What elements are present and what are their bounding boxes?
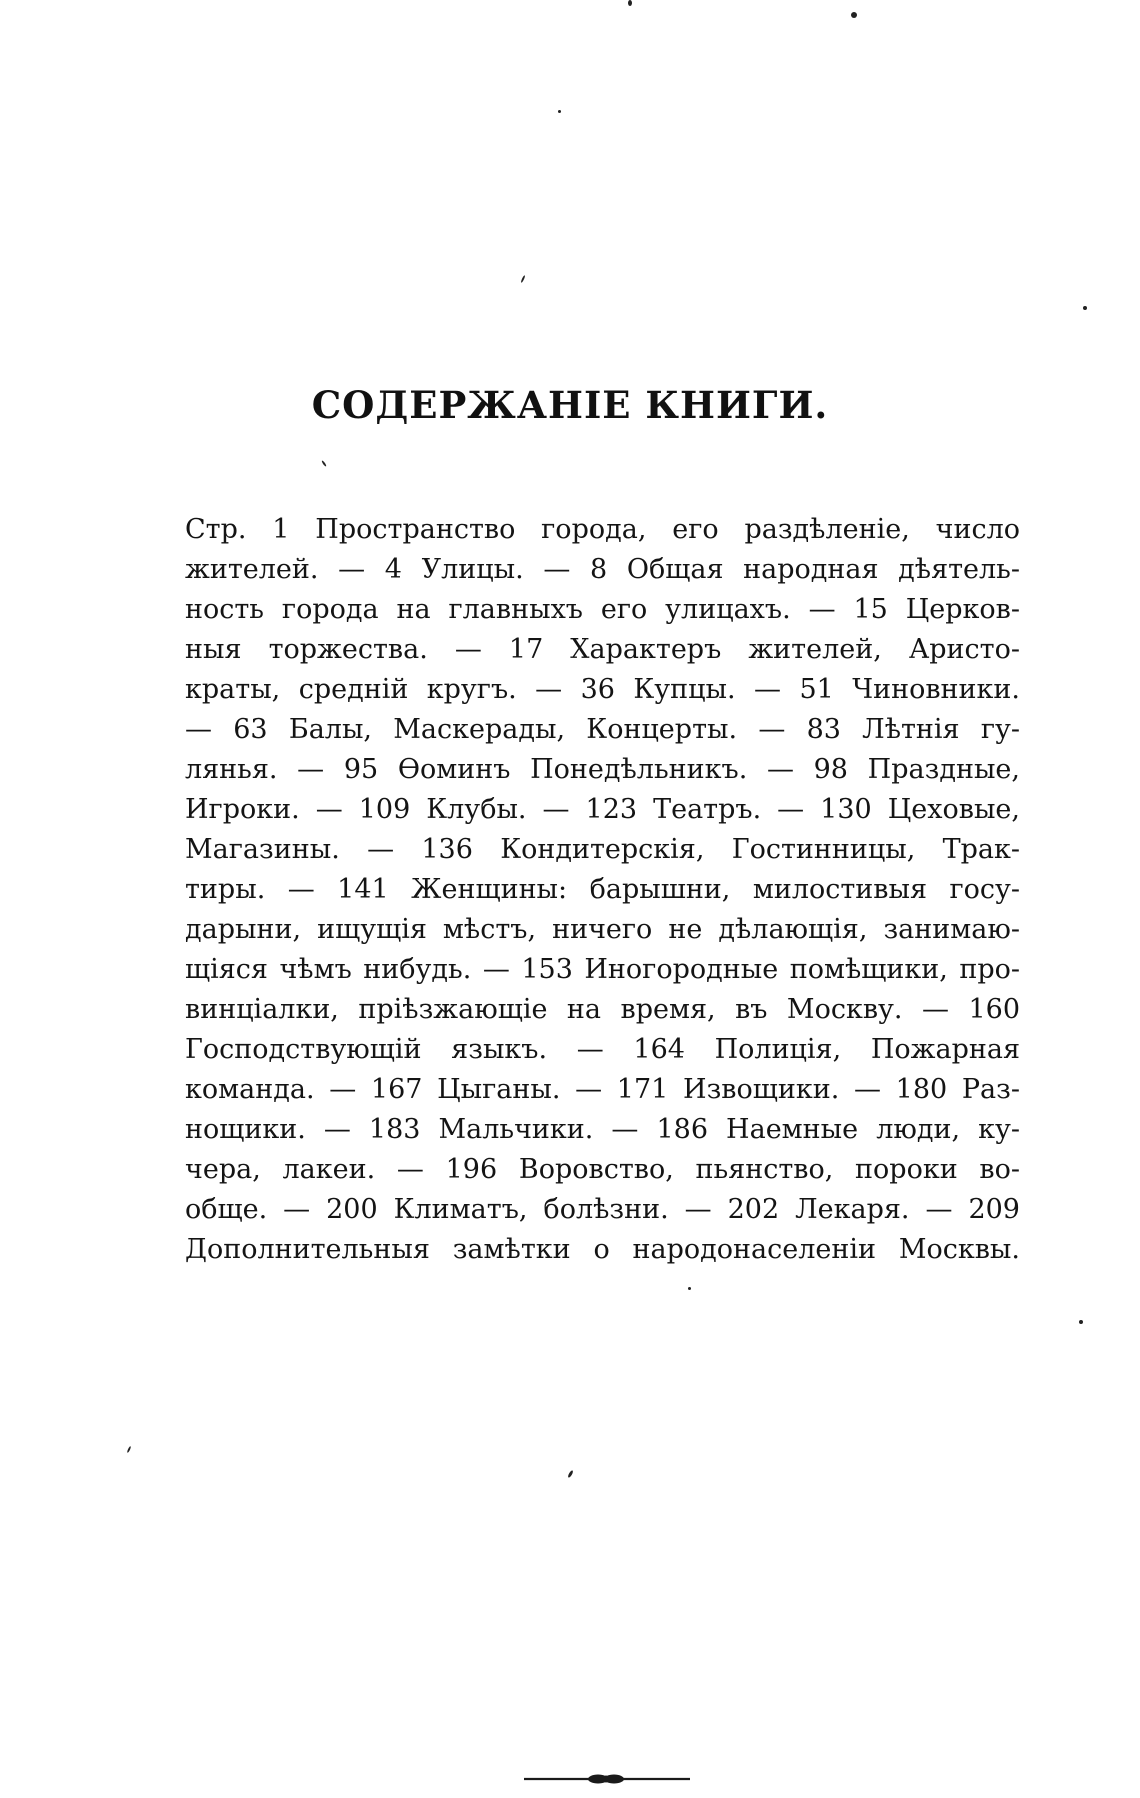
- toc-line: тиры. — 141 Женщины: барышни, милостивыя госу-: [185, 874, 1020, 905]
- scan-speck: [1079, 1320, 1083, 1324]
- toc-line: жителей. — 4 Улицы. — 8 Общая народная дѣятель-: [185, 554, 1020, 585]
- scan-speck: [688, 1287, 691, 1290]
- scan-speck: [321, 460, 327, 467]
- toc-line: Дополнительныя замѣтки о народонаселеніи Москвы.: [185, 1234, 1020, 1265]
- scan-speck: [558, 110, 561, 113]
- toc-line: краты, средній кругъ. — 36 Купцы. — 51 Чиновники.: [185, 674, 1020, 705]
- scan-speck: [127, 1446, 132, 1453]
- page-title: СОДЕРЖАНІЕ КНИГИ.: [311, 383, 829, 427]
- toc-line: Магазины. — 136 Кондитерскія, Гостинницы, Трак-: [185, 834, 1020, 865]
- toc-line: ность города на главныхъ его улицахъ. — 15 Церков-: [185, 594, 1020, 625]
- toc-line: обще. — 200 Климатъ, болѣзни. — 202 Лекаря. — 209: [185, 1194, 1020, 1225]
- toc-line: щіяся чѣмъ нибудь. — 153 Иногородные помѣщики, про-: [185, 954, 1020, 985]
- scan-speck: [851, 12, 857, 18]
- toc-line: нощики. — 183 Мальчики. — 186 Наемные люди, ку-: [185, 1114, 1020, 1145]
- toc-line: винціалки, пріѣзжающіе на время, въ Москву. — 160: [185, 994, 1020, 1025]
- scan-speck: [520, 275, 525, 283]
- scan-speck: [567, 1470, 574, 1478]
- table-of-contents: [185, 510, 1020, 1270]
- toc-line: ныя торжества. — 17 Характеръ жителей, Аристо-: [185, 634, 1020, 665]
- toc-line: лянья. — 95 Ѳоминъ Понедѣльникъ. — 98 Праздные,: [185, 754, 1020, 785]
- toc-line: — 63 Балы, Маскерады, Концерты. — 83 Лѣтнія гу-: [185, 714, 1020, 745]
- scan-speck: [628, 0, 632, 6]
- toc-line: дарыни, ищущія мѣстъ, ничего не дѣлающія, занимаю-: [185, 914, 1020, 945]
- toc-line: команда. — 167 Цыганы. — 171 Извощики. — 180 Раз-: [185, 1074, 1020, 1105]
- toc-line: Господствующій языкъ. — 164 Полиція, Пожарная: [185, 1034, 1020, 1065]
- toc-line: Стр. 1 Пространство города, его раздѣленіе, число: [185, 514, 1020, 545]
- toc-line: Игроки. — 109 Клубы. — 123 Театръ. — 130 Цеховые,: [185, 794, 1020, 825]
- toc-line: чера, лакеи. — 196 Воровство, пьянство, пороки во-: [185, 1154, 1020, 1185]
- end-ornament-icon: [522, 1768, 692, 1790]
- scan-speck: [1083, 306, 1087, 310]
